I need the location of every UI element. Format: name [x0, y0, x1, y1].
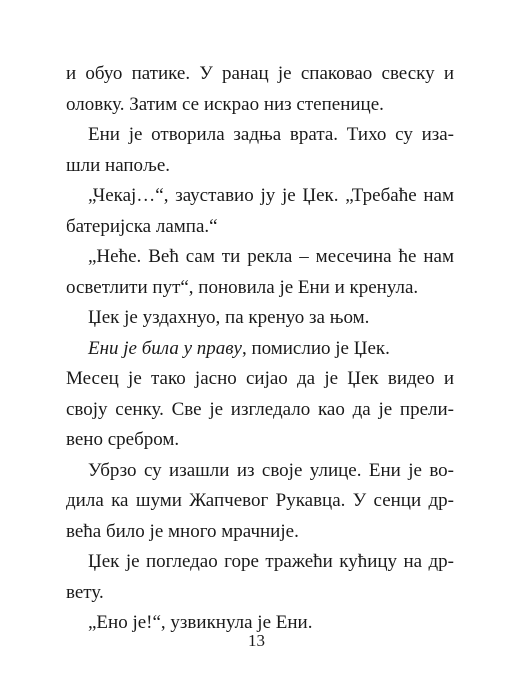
text-line: „Неће. Већ сам ти рекла – месечина ће нам: [88, 246, 454, 267]
text-line: [66, 334, 454, 365]
text-line: и обуо патике. У ранац је спаковао свеску и: [66, 63, 454, 84]
page-number: 13: [248, 631, 265, 650]
italic-thought: Ени је била у праву: [88, 337, 242, 359]
text-line: оловку. Затим се искрао низ степенице.: [66, 93, 384, 115]
text-line: вету.: [66, 581, 104, 603]
text-line: вено сребром.: [66, 429, 180, 450]
text-line: Убрзо су изашли из своје улице. Ени је во-: [88, 459, 454, 481]
text-fragment: , помислио је Џек.: [241, 337, 390, 359]
text-line: „Чекај…“, зауставио ју је Џек. „Требаће нам: [88, 185, 454, 206]
text-line: Месец је тако јасно сијао да је Џек видео и: [66, 368, 454, 389]
text-line: Ени је отворила задња врата. Тихо су иза-: [88, 124, 454, 145]
body-text: [66, 59, 454, 639]
text-line: већа било је много мрачније.: [66, 520, 299, 542]
text-line: своју сенку. Све је изгледало као да је прели-: [66, 398, 454, 420]
text-line: „Ено је!“, узвикнула је Ени.: [88, 612, 313, 633]
text-line: шли напоље.: [66, 154, 171, 176]
text-line: осветлити пут“, поновила је Ени и кренула.: [66, 276, 419, 298]
text-line: Џек је уздахнуо, па кренуо за њом.: [88, 307, 370, 328]
text-line: Џек је погледао горе тражећи кућицу на др-: [88, 551, 454, 572]
text-line: дила ка шуми Жапчевог Рукавца. У сенци др-: [66, 490, 454, 511]
text-line: батеријска лампа.“: [66, 215, 218, 237]
